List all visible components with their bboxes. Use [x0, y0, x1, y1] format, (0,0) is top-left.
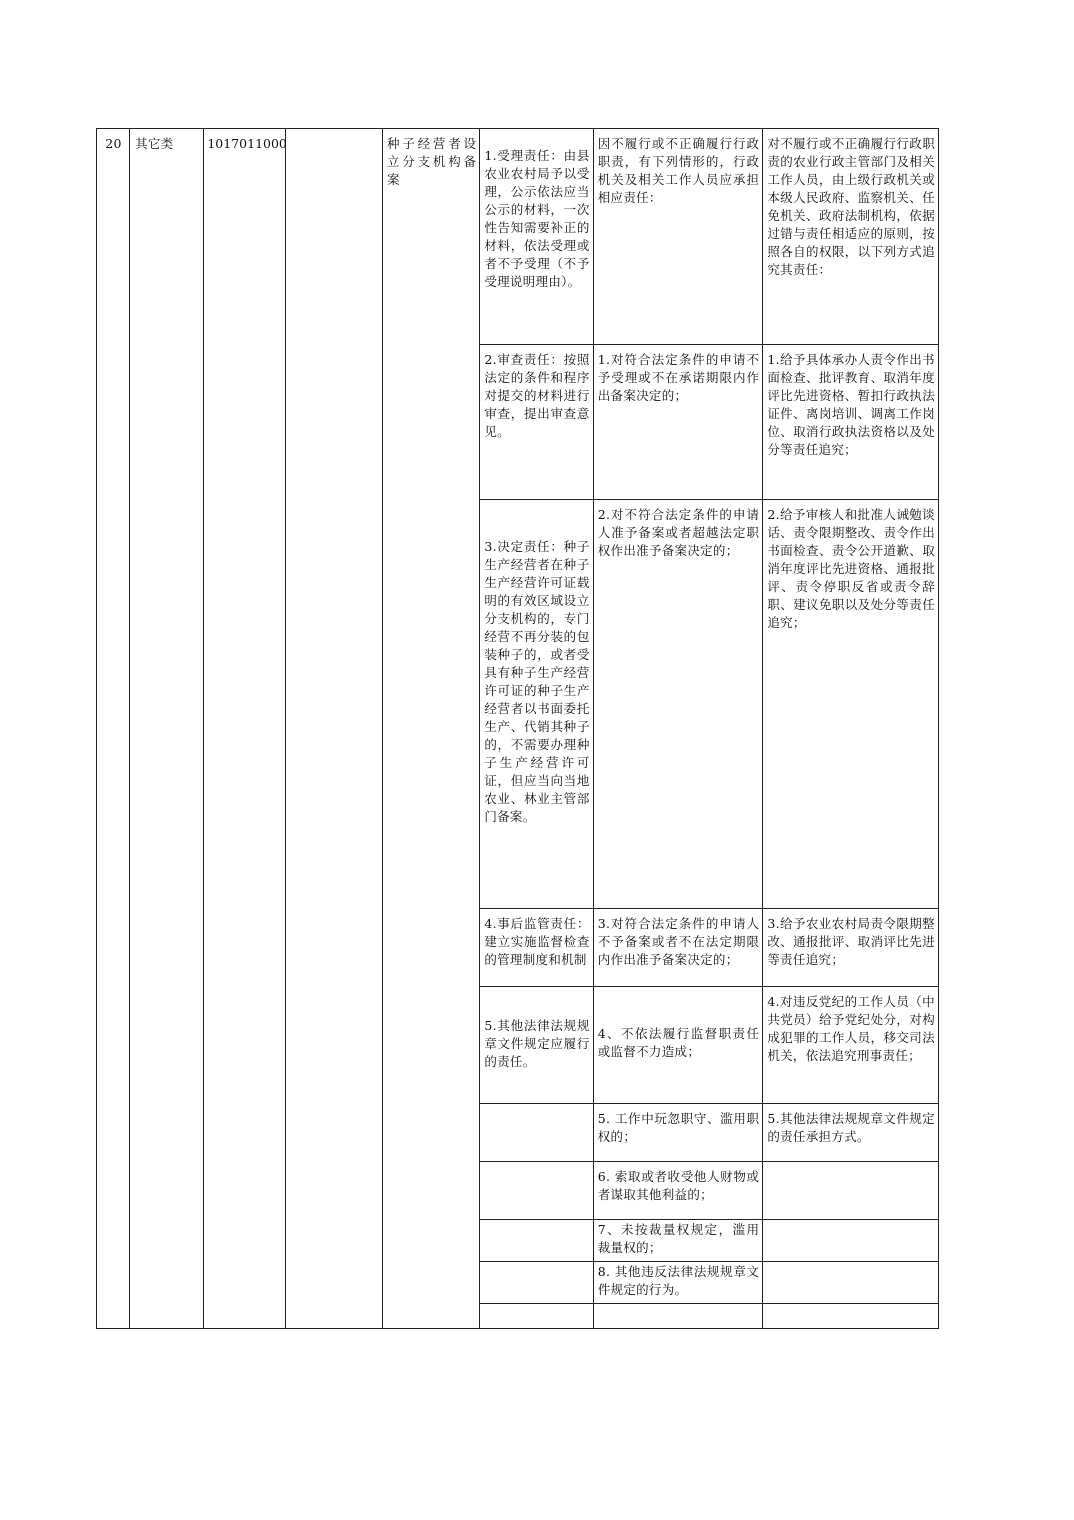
violation-text: 4、不依法履行监督职责任或监督不力造成； — [597, 1026, 760, 1059]
violation-cell — [593, 987, 763, 1104]
responsibility-text — [480, 1304, 592, 1314]
violation-cell — [593, 1262, 763, 1304]
accountability-text: 4.对违反党纪的工作人员（中共党员）给予党纪处分，对构成犯罪的工作人员，移交司法机关，依法追究刑事责任； — [767, 994, 935, 1063]
violation-cell — [593, 1220, 763, 1262]
responsibility-table-sheet — [96, 128, 939, 1324]
responsibility-cell — [480, 1104, 593, 1162]
item-name: 种子经营者设立分支机构备案 — [386, 136, 477, 187]
accountability-text: 3.给予农业农村局责令限期整改、通报批评、取消评比先进等责任追究； — [767, 916, 935, 967]
violation-cell — [593, 1162, 763, 1220]
violation-text: 8. 其他违反法律法规规章文件规定的行为。 — [597, 1264, 760, 1297]
accountability-text: 对不履行或不正确履行行政职责的农业行政主管部门及相关工作人员，由上级行政机关或本级人民政府、监察机关、任免机关、政府法制机构，依据过错与责任相适应的原则，按照各自的权限，以下列方式追究其责任： — [767, 136, 935, 277]
responsibility-text — [480, 1104, 592, 1114]
row-index-cell — [97, 129, 130, 1329]
responsibility-table — [96, 128, 939, 1329]
accountability-text: 5.其他法律法规规章文件规定的责任承担方式。 — [767, 1111, 935, 1144]
accountability-cell — [763, 345, 939, 500]
accountability-text: 2.给予审核人和批准人诫勉谈话、责令限期整改、责令作出书面检查、责令公开道歉、取消年度评比先进资格、通报批评、责令停职反省或责令辞职、建议免职以及处分等责任追究； — [767, 507, 935, 630]
accountability-cell — [763, 1304, 939, 1329]
violation-text: 因不履行或不正确履行行政职责，有下列情形的，行政机关及相关工作人员应承担相应责任： — [597, 136, 760, 205]
accountability-cell — [763, 129, 939, 345]
accountability-cell — [763, 1104, 939, 1162]
responsibility-text — [480, 1262, 592, 1272]
violation-cell — [593, 1104, 763, 1162]
accountability-cell — [763, 1162, 939, 1220]
accountability-text — [763, 1304, 938, 1314]
violation-text: 2.对不符合法定条件的申请人准予备案或者超越法定职权作出准予备案决定的； — [597, 507, 760, 558]
responsibility-text: 2.审查责任：按照法定的条件和程序对提交的材料进行审查，提出审查意见。 — [484, 352, 590, 439]
accountability-cell — [763, 987, 939, 1104]
violation-cell — [593, 129, 763, 345]
responsibility-cell — [480, 1304, 593, 1329]
category-cell — [130, 129, 204, 1329]
table-row — [97, 129, 939, 345]
violation-cell — [593, 1304, 763, 1329]
item-name-cell — [382, 129, 479, 1329]
violation-cell — [593, 345, 763, 500]
accountability-cell — [763, 909, 939, 987]
responsibility-cell — [480, 500, 593, 909]
sub-item-text — [286, 129, 382, 139]
accountability-text — [763, 1162, 938, 1172]
violation-text: 3.对符合法定条件的申请人不予备案或者不在法定期限内作出准予备案决定的； — [597, 916, 760, 967]
violation-text — [594, 1304, 763, 1314]
responsibility-text: 4.事后监管责任：建立实施监督检查的管理制度和机制 — [484, 916, 590, 967]
responsibility-text: 5.其他法律法规规章文件规定应履行的责任。 — [484, 1018, 590, 1069]
responsibility-text — [480, 1220, 592, 1230]
item-code: 1017011000 — [207, 136, 287, 151]
accountability-cell — [763, 1220, 939, 1262]
responsibility-cell — [480, 1262, 593, 1304]
responsibility-text — [480, 1162, 592, 1172]
responsibility-cell — [480, 909, 593, 987]
sub-item-cell — [285, 129, 382, 1329]
responsibility-text: 1.受理责任：由县农业农村局予以受理，公示依法应当公示的材料，一次性告知需要补正的材料，依法受理或者不予受理（不予受理说明理由）。 — [484, 148, 590, 289]
accountability-text: 1.给予具体承办人责令作出书面检查、批评教育、取消年度评比先进资格、暂扣行政执法证件、离岗培训、调离工作岗位、取消行政执法资格以及处分等责任追究； — [767, 352, 935, 457]
violation-cell — [593, 909, 763, 987]
responsibility-cell — [480, 1162, 593, 1220]
accountability-cell — [763, 1262, 939, 1304]
violation-text: 7、未按裁量权规定，滥用裁量权的； — [597, 1222, 760, 1255]
responsibility-cell — [480, 345, 593, 500]
accountability-text — [763, 1262, 938, 1272]
violation-text: 6. 索取或者收受他人财物或者谋取其他利益的； — [597, 1169, 760, 1202]
row-index: 20 — [105, 136, 122, 151]
responsibility-text: 3.决定责任：种子生产经营者在种子生产经营许可证载明的有效区域设立分支机构的，专门经营不再分装的包装种子的，或者受具有种子生产经营许可证的种子生产经营者以书面委托生产、代销其种子的，不需要办理种子生产经营许可证，但应当向当地农业、林业主管部门备案。 — [484, 539, 590, 824]
responsibility-cell — [480, 987, 593, 1104]
violation-text: 1.对符合法定条件的申请不予受理或不在承诺期限内作出备案决定的； — [597, 352, 760, 403]
category-text: 其它类 — [135, 136, 174, 151]
accountability-text — [763, 1220, 938, 1230]
violation-text: 5. 工作中玩忽职守、滥用职权的； — [597, 1111, 760, 1144]
responsibility-cell — [480, 1220, 593, 1262]
accountability-cell — [763, 500, 939, 909]
code-cell — [204, 129, 285, 1329]
responsibility-cell — [480, 129, 593, 345]
violation-cell — [593, 500, 763, 909]
